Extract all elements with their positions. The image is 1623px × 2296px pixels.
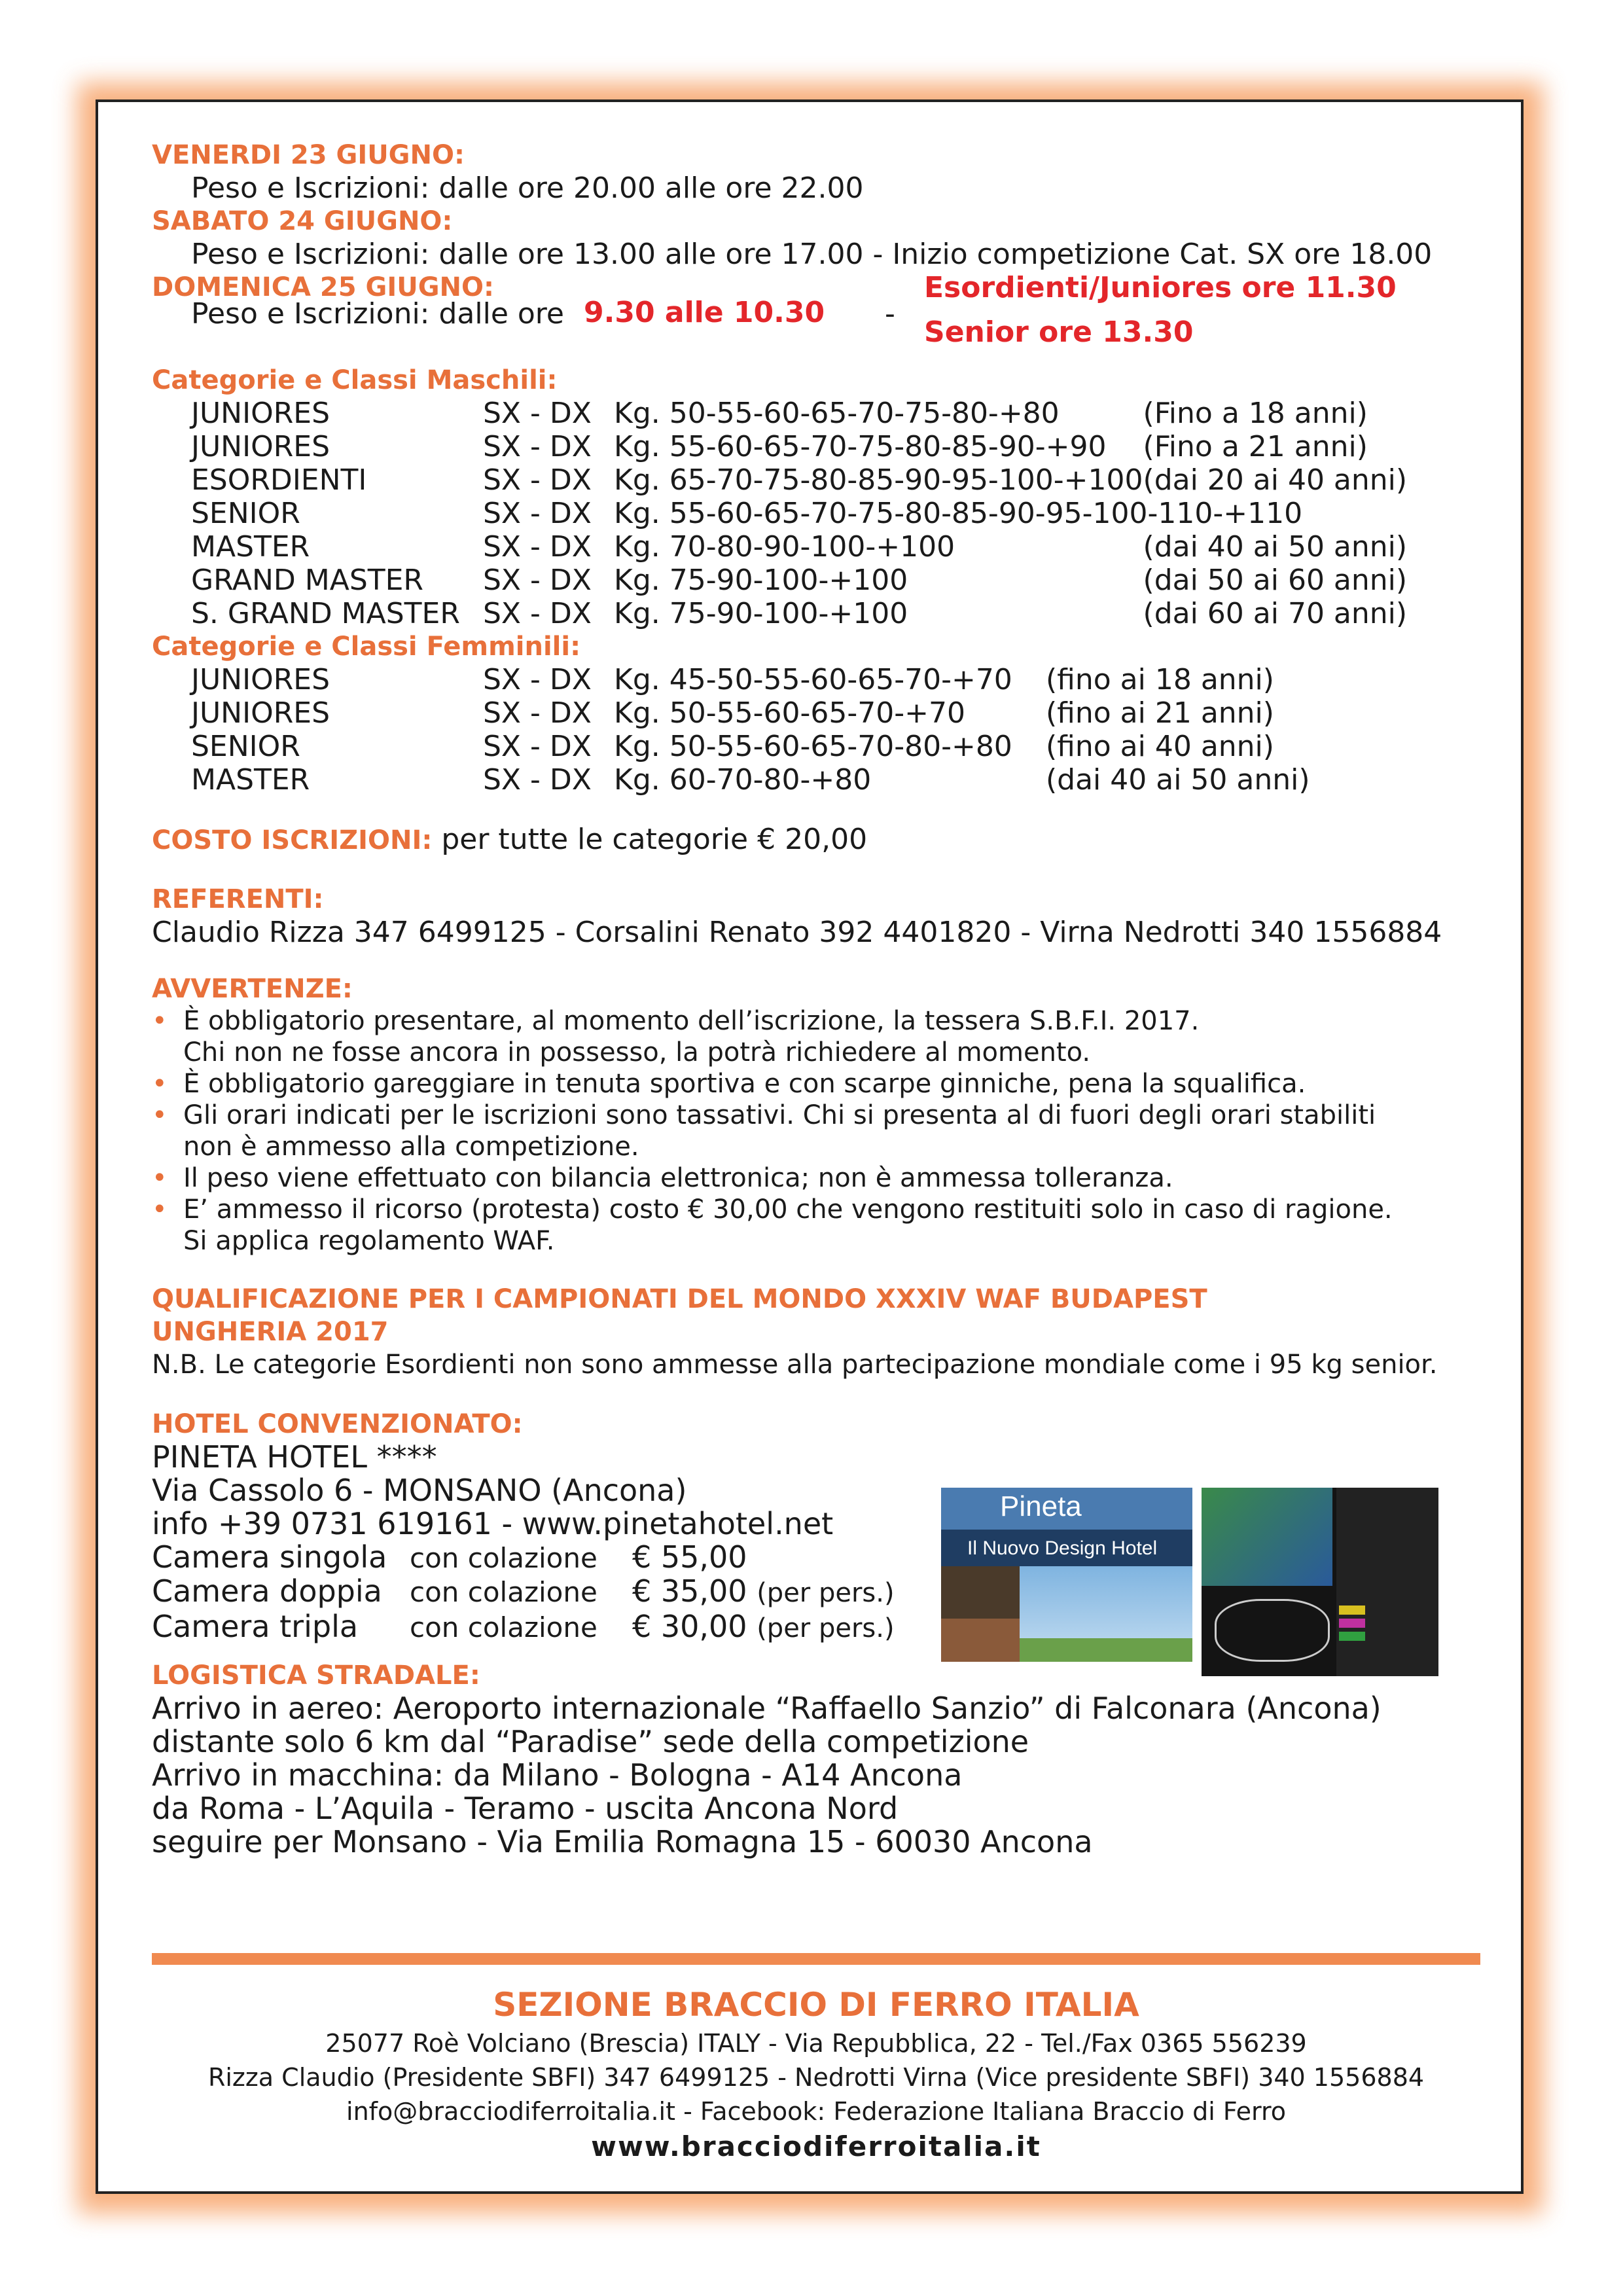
ad-label-magenta [1339, 1619, 1365, 1628]
category-cell: JUNIORES [191, 663, 330, 696]
list-item [152, 1005, 1480, 1037]
ad-brand: Pineta [1000, 1490, 1082, 1522]
list-item-text: Gli orari indicati per le iscrizioni sono tassativi. Chi si presenta al di fuori degli orari stabiliti [183, 1100, 1376, 1130]
domenica-esordienti-time: Esordienti/Juniores ore 11.30 [924, 271, 1397, 304]
page-content [152, 139, 1480, 1859]
table-row [191, 564, 1407, 597]
female-categories-table [191, 663, 1310, 797]
pineta-hotel-ad [941, 1488, 1192, 1676]
hotel-name: PINETA HOTEL **** [152, 1439, 437, 1475]
weight-cell: Kg. 55-60-65-70-75-80-85-90-95-100-110-+110 [614, 497, 1303, 530]
side-cell: SX - DX [483, 663, 592, 696]
category-cell: MASTER [191, 530, 310, 564]
room-type: Camera doppia [152, 1573, 382, 1609]
table-row [191, 397, 1407, 430]
ad-info-panel [1336, 1488, 1438, 1676]
table-row [191, 530, 1407, 564]
hotel-details [152, 1441, 895, 1645]
list-item-text: Si applica regolamento WAF. [183, 1226, 555, 1256]
table-row [191, 597, 1407, 630]
weight-cell: Kg. 75-90-100-+100 [614, 597, 908, 630]
footer-email[interactable]: info@bracciodiferroitalia.it - Facebook: Federazione Italiana Braccio di Ferro [346, 2097, 1286, 2126]
ad-label-yellow [1339, 1605, 1365, 1615]
qualificazione-text: N.B. Le categorie Esordienti non sono ammesse alla partecipazione mondiale come i 95 kg senior. [152, 1350, 1438, 1380]
age-cell: (dai 50 ai 60 anni) [1143, 564, 1408, 597]
costo-heading: COSTO ISCRIZIONI: [152, 825, 433, 855]
sabato-heading: SABATO 24 GIUGNO: [152, 206, 453, 236]
list-item-text: Il peso viene effettuato con bilancia elettronica; non è ammessa tolleranza. [183, 1163, 1173, 1193]
category-cell: ESORDIENTI [191, 463, 367, 497]
referenti-text: Claudio Rizza 347 6499125 - Corsalini Renato 392 4401820 - Virna Nedrotti 340 1556884 [152, 916, 1442, 949]
list-item [152, 1100, 1480, 1131]
room-price: € 55,00 [632, 1539, 747, 1575]
table-row [191, 497, 1407, 530]
side-cell: SX - DX [483, 463, 592, 497]
paradise-ad [1202, 1488, 1438, 1676]
avvertenze-list [152, 1005, 1480, 1257]
room-breakfast: con colazione [410, 1576, 597, 1608]
bullet-icon: • [152, 1069, 168, 1099]
footer-title: SEZIONE BRACCIO DI FERRO ITALIA [493, 1986, 1139, 2024]
bullet-icon: • [152, 1163, 168, 1193]
list-item [152, 1194, 1480, 1225]
side-cell: SX - DX [483, 730, 592, 763]
costo-line [152, 823, 1480, 857]
category-cell: MASTER [191, 763, 310, 797]
room-row [152, 1610, 895, 1645]
qualificazione-heading: QUALIFICAZIONE PER I CAMPIONATI DEL MONDO XXXIV WAF BUDAPEST [152, 1284, 1207, 1314]
weight-cell: Kg. 55-60-65-70-75-80-85-90-+90 [614, 430, 1107, 463]
room-note: (per pers.) [757, 1613, 895, 1643]
female-categories-heading: Categorie e Classi Femminili: [152, 632, 581, 662]
ad-room-photo [941, 1566, 1020, 1619]
weight-cell: Kg. 50-55-60-65-70-75-80-+80 [614, 397, 1060, 430]
weight-cell: Kg. 65-70-75-80-85-90-95-100-+100 [614, 463, 1143, 497]
category-cell: S. GRAND MASTER [191, 597, 460, 630]
side-cell: SX - DX [483, 497, 592, 530]
weight-cell: Kg. 75-90-100-+100 [614, 564, 908, 597]
venerdi-text: Peso e Iscrizioni: dalle ore 20.00 alle ore 22.00 [191, 171, 864, 205]
side-cell: SX - DX [483, 430, 592, 463]
ad-photo [1202, 1488, 1332, 1586]
qualificazione-heading-2: UNGHERIA 2017 [152, 1317, 389, 1347]
room-price: € 30,00 [632, 1609, 747, 1644]
category-cell: SENIOR [191, 730, 300, 763]
footer [152, 1983, 1480, 2165]
list-item [152, 1068, 1480, 1100]
table-row [191, 730, 1310, 763]
hotel-address: Via Cassolo 6 - MONSANO (Ancona) [152, 1473, 687, 1508]
room-note: (per pers.) [757, 1578, 895, 1608]
footer-address: 25077 Roè Volciano (Brescia) ITALY - Via Repubblica, 22 - Tel./Fax 0365 556239 [325, 2029, 1307, 2058]
sabato-text: Peso e Iscrizioni: dalle ore 13.00 alle ore 17.00 - Inizio competizione Cat. SX ore 18.00 [191, 238, 1433, 271]
list-item-text: È obbligatorio presentare, al momento dell’iscrizione, la tessera S.B.F.I. 2017. [183, 1006, 1200, 1036]
table-row [191, 463, 1407, 497]
male-categories-heading: Categorie e Classi Maschili: [152, 365, 558, 395]
side-cell: SX - DX [483, 696, 592, 730]
ad-label-green [1339, 1632, 1365, 1641]
hotel-block [152, 1439, 1480, 1644]
room-row [152, 1575, 895, 1610]
logistica-heading: LOGISTICA STRADALE: [152, 1660, 480, 1691]
category-cell: JUNIORES [191, 696, 330, 730]
age-cell: (dai 40 ai 50 anni) [1046, 763, 1310, 797]
logistica-line: distante solo 6 km dal “Paradise” sede della competizione [152, 1724, 1029, 1759]
age-cell: (dai 40 ai 50 anni) [1143, 530, 1408, 564]
side-cell: SX - DX [483, 530, 592, 564]
hotel-ads [941, 1488, 1438, 1676]
weight-cell: Kg. 50-55-60-65-70-80-+80 [614, 730, 1012, 763]
room-price-wrap [632, 1541, 747, 1574]
logistica-line: da Roma - L’Aquila - Teramo - uscita Ancona Nord [152, 1791, 899, 1826]
footer-contacts: Rizza Claudio (Presidente SBFI) 347 6499125 - Nedrotti Virna (Vice presidente SBFI) 340 1556884 [207, 2063, 1425, 2092]
room-row [152, 1541, 895, 1575]
weight-cell: Kg. 70-80-90-100-+100 [614, 530, 955, 564]
room-breakfast: con colazione [410, 1542, 597, 1574]
room-price: € 35,00 [632, 1573, 747, 1609]
category-cell: JUNIORES [191, 430, 330, 463]
logistica-line: Arrivo in aereo: Aeroporto internazionale “Raffaello Sanzio” di Falconara (Ancona) [152, 1691, 1382, 1726]
bullet-icon: • [152, 1100, 168, 1130]
room-type: Camera singola [152, 1539, 387, 1575]
logistica-line: Arrivo in macchina: da Milano - Bologna - A14 Ancona [152, 1757, 963, 1793]
room-price-wrap [632, 1575, 895, 1610]
category-cell: SENIOR [191, 497, 300, 530]
domenica-block [152, 271, 1480, 361]
age-cell: (Fino a 18 anni) [1143, 397, 1368, 430]
age-cell: (fino ai 21 anni) [1046, 696, 1274, 730]
side-cell: SX - DX [483, 763, 592, 797]
table-row [191, 663, 1310, 696]
hotel-contact: info +39 0731 619161 - www.pinetahotel.net [152, 1506, 834, 1541]
list-item [152, 1131, 1480, 1162]
table-row [191, 763, 1310, 797]
list-item [152, 1162, 1480, 1194]
age-cell: (fino ai 18 anni) [1046, 663, 1274, 696]
category-cell: JUNIORES [191, 397, 330, 430]
ad-subtitle: Il Nuovo Design Hotel [967, 1537, 1158, 1559]
ad-lawn [1020, 1638, 1192, 1664]
referenti-heading: REFERENTI: [152, 884, 324, 914]
venerdi-heading: VENERDI 23 GIUGNO: [152, 140, 465, 170]
side-cell: SX - DX [483, 397, 592, 430]
domenica-text: Peso e Iscrizioni: dalle ore [191, 297, 565, 331]
room-price-wrap [632, 1610, 895, 1645]
list-item [152, 1037, 1480, 1068]
weight-cell: Kg. 45-50-55-60-65-70-+70 [614, 663, 1012, 696]
hotel-heading: HOTEL CONVENZIONATO: [152, 1409, 523, 1439]
age-cell: (fino ai 40 anni) [1046, 730, 1274, 763]
costo-text: per tutte le categorie € 20,00 [441, 823, 868, 856]
ad-footer-band [941, 1662, 1192, 1676]
list-item-text: Chi non ne fosse ancora in possesso, la potrà richiedere al momento. [183, 1037, 1091, 1067]
ad-room-photo [941, 1619, 1020, 1664]
domenica-senior-time: Senior ore 13.30 [924, 315, 1194, 349]
domenica-time: 9.30 alle 10.30 [584, 296, 825, 329]
side-cell: SX - DX [483, 564, 592, 597]
paradise-logo [1215, 1599, 1330, 1662]
bullet-icon: • [152, 1194, 168, 1225]
bullet-icon: • [152, 1006, 168, 1036]
weight-cell: Kg. 60-70-80-+80 [614, 763, 872, 797]
age-cell: (Fino a 21 anni) [1143, 430, 1368, 463]
weight-cell: Kg. 50-55-60-65-70-+70 [614, 696, 965, 730]
domenica-heading: DOMENICA 25 GIUGNO: [152, 272, 495, 302]
logistica-line: seguire per Monsano - Via Emilia Romagna 15 - 60030 Ancona [152, 1824, 1093, 1859]
room-breakfast: con colazione [410, 1611, 597, 1643]
avvertenze-heading: AVVERTENZE: [152, 974, 353, 1004]
table-row [191, 696, 1310, 730]
list-item-text: E’ ammesso il ricorso (protesta) costo € 30,00 che vengono restituiti solo in caso di ragione. [183, 1194, 1393, 1225]
side-cell: SX - DX [483, 597, 592, 630]
male-categories-table [191, 397, 1407, 630]
age-cell: (dai 20 ai 40 anni) [1143, 463, 1408, 497]
list-item [152, 1225, 1480, 1257]
category-cell: GRAND MASTER [191, 564, 424, 597]
domenica-dash: - [885, 297, 895, 331]
footer-divider [152, 1953, 1480, 1965]
list-item-text: È obbligatorio gareggiare in tenuta sportiva e con scarpe ginniche, pena la squalifica. [183, 1069, 1306, 1099]
age-cell: (dai 60 ai 70 anni) [1143, 597, 1408, 630]
list-item-text: non è ammesso alla competizione. [183, 1132, 639, 1162]
footer-website-link[interactable]: www.bracciodiferroitalia.it [591, 2130, 1041, 2162]
room-type: Camera tripla [152, 1609, 359, 1644]
table-row [191, 430, 1407, 463]
